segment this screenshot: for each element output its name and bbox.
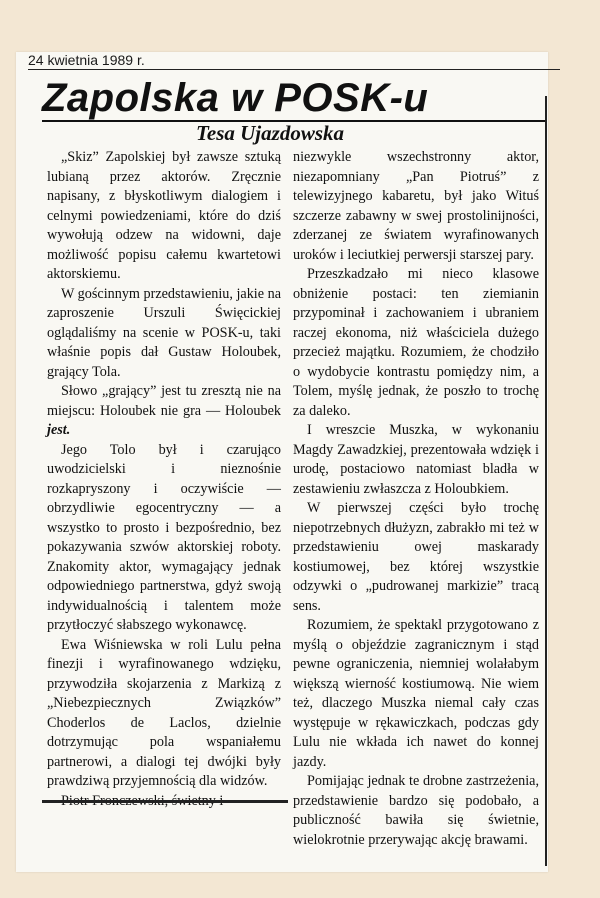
- article-column-left: [47, 148, 281, 811]
- paragraph-text: Słowo „grający” jest tu zresztą nie na miejscu: Holoubek nie gra — Holoubek: [47, 383, 281, 419]
- byline: Tesa Ujazdowska: [196, 121, 344, 145]
- paragraph: W pierwszej części było trochę niepotrzebnych dłużyzn, zabrakło mi też w przedstawieniu owej maskarady kostiumowej, bez której wszystkie odzywki o „pudrowanej markizie” tracą sens.: [293, 500, 539, 614]
- dateline-rule: [28, 69, 560, 70]
- paragraph: Ewa Wiśniewska w roli Lulu pełna finezji i wyrafinowanego wdzięku, przywodziła skojarzenia z Markizą z „Niebezpiecznych Związków” Choderlos de Laclos, dzielnie dotrzymując pola wspaniałemu partnerowi, a dialogi tej dwójki były prawdziwą przyjemnością dla widzów.: [47, 636, 281, 789]
- dateline: 24 kwietnia 1989 r.: [28, 52, 145, 68]
- paragraph: W gościnnym przedstawieniu, jakie na zaproszenie Urszuli Święcickiej oglądaliśmy na scenie w POSK-u, taki właśnie popis dał Gustaw Holoubek, grający Tola.: [47, 285, 281, 380]
- paragraph: I wreszcie Muszka, w wykonaniu Magdy Zawadzkiej, prezentowała wdzięk i urodę, postaciowo natomiast bladła w zestawieniu zwłaszcza z Holoubkiem.: [293, 422, 539, 497]
- paragraph: Jego Tolo był i czarująco uwodzicielski i nieznośnie rozkapryszony i oczywiście — obrzydliwie egocentryczny — a wszystko to prosto i bezpośrednio, bez pokazywania szwów aktorskiej roboty. Znakomity aktor, wymagający jednak odpowiedniego partnerstwa, gdyż swoją indywidualnością i talentem może przytłoczyć słabszego wykonawcę.: [47, 441, 281, 633]
- column-end-rule: [42, 800, 288, 803]
- paragraph: [47, 382, 281, 441]
- article-column-right: [293, 148, 539, 850]
- paragraph: niezwykle wszechstronny aktor, niezapomniany „Pan Piotruś” z telewizyjnego kabaretu, był jako Wituś szczerze zabawny w swej prostolinijności, zderzanej ze światem wyrafinowanych uroków i leciutkiej perwersji starszej pary.: [293, 149, 539, 263]
- emphasis: jest.: [47, 422, 71, 438]
- headline: Zapolska w POSK-u: [42, 76, 429, 120]
- paragraph: Rozumiem, że spektakl przygotowano z myślą o objeździe zagranicznym i stąd pewne ograniczenia, niemniej wolałabym większą wierność kostiumową. Nie wiem też, dlaczego Muszka niemal cały czas występuje w rękawiczkach, podczas gdy Lulu nie wkłada ich nawet do konnej jazdy.: [293, 617, 539, 770]
- paragraph: Przeszkadzało mi nieco klasowe obniżenie postaci: ten ziemianin przypominał i zachowaniem i ubraniem raczej ekonoma, niż właściciela dużego przecież majątku. Rozumiem, że chodziło o wydobycie kontrastu pomiędzy nim, a Tolem, myślę jednak, że poszło to trochę za daleko.: [293, 266, 539, 419]
- paragraph: „Skiz” Zapolskiej był zawsze sztuką lubianą przez aktorów. Zręcznie napisany, z błyskotliwym dialogiem i celnymi powiedzeniami, które do dziś wywołują odzew na widowni, daje możliwość popisu całemu kwartetowi aktorskiemu.: [47, 149, 281, 282]
- column-border-right: [545, 96, 547, 866]
- paragraph: Pomijając jednak te drobne zastrzeżenia, przedstawienie bardzo się podobało, a publiczność bawiła się świetnie, wielokrotnie przerywając akcję brawami.: [293, 773, 539, 848]
